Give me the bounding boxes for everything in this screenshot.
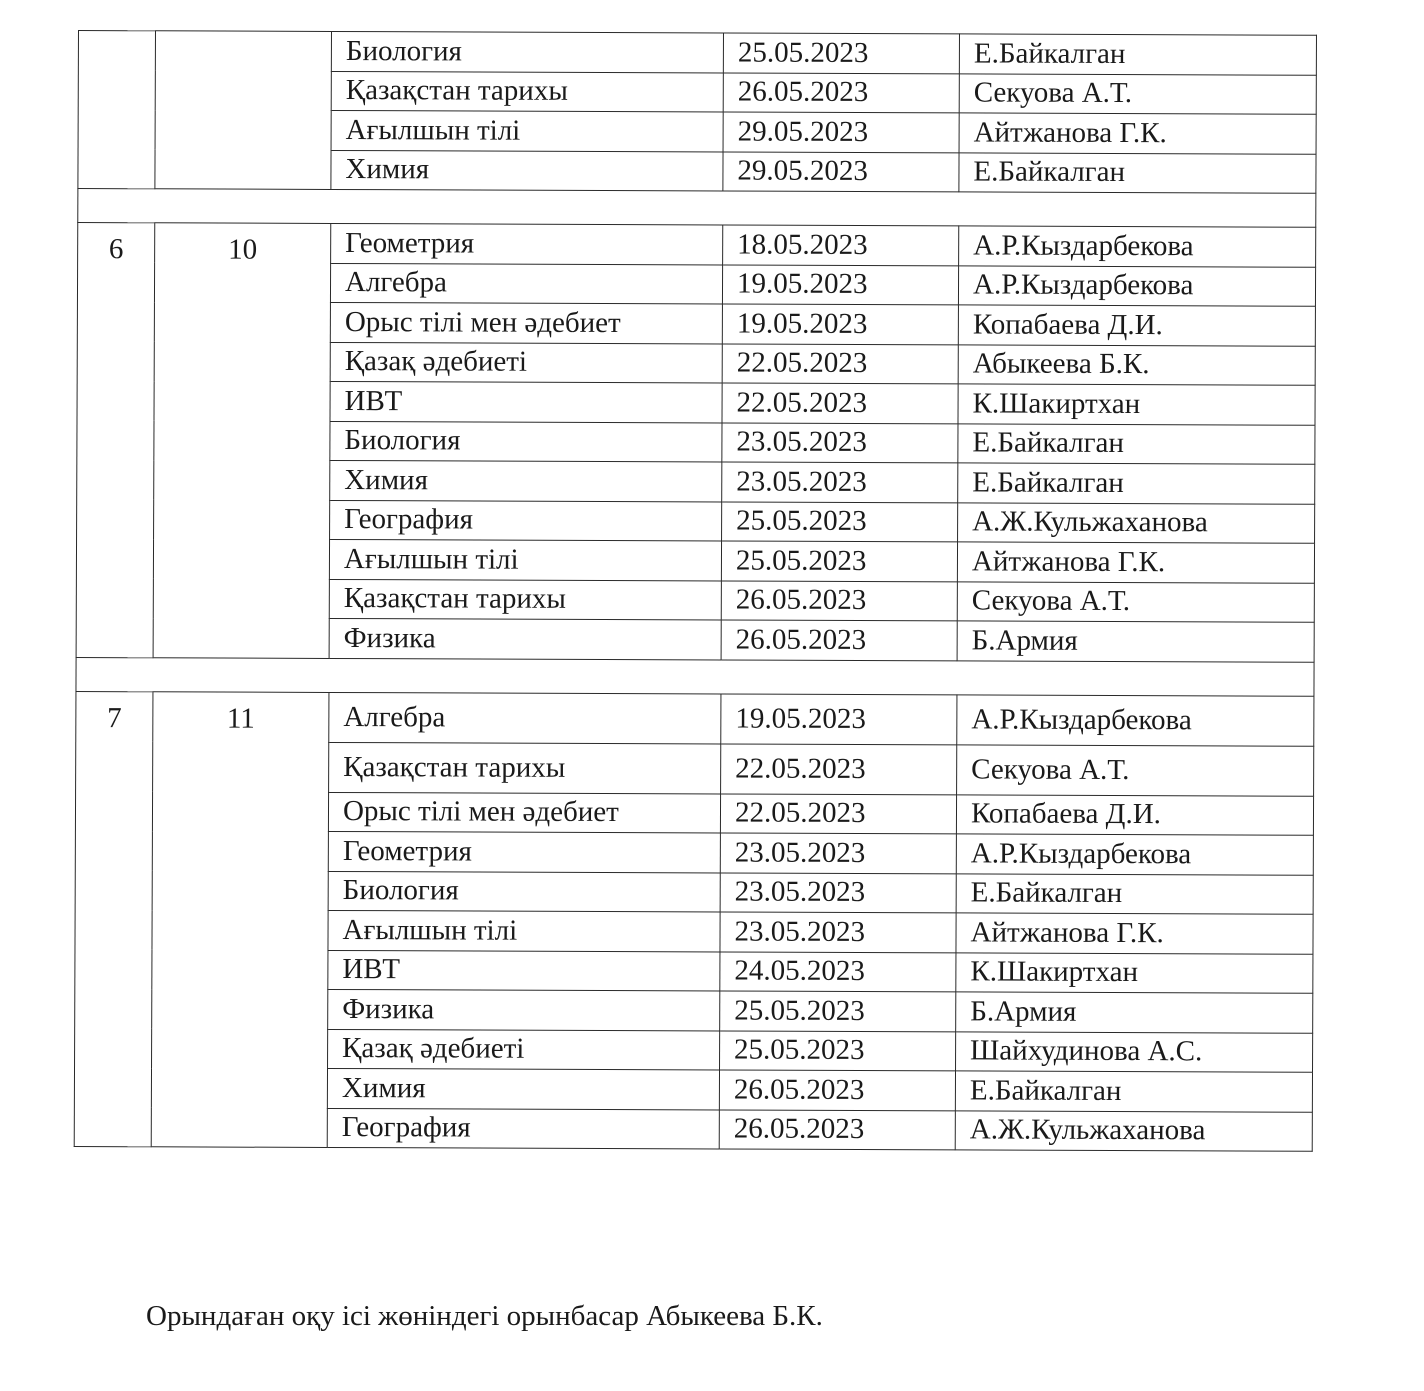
- date-cell: 23.05.2023: [722, 462, 958, 502]
- teacher-cell: Копабаева Д.И.: [958, 305, 1315, 346]
- grade-cell: 11: [151, 691, 329, 1147]
- row-number-cell: [78, 31, 156, 189]
- subject-cell: Химия: [327, 1068, 719, 1109]
- subject-cell: Биология: [330, 421, 722, 462]
- date-cell: 25.05.2023: [723, 33, 959, 73]
- subject-cell: Ағылшын тілі: [331, 110, 723, 151]
- teacher-cell: Шайхудинова А.С.: [956, 1031, 1313, 1072]
- teacher-cell: Копабаева Д.И.: [956, 794, 1313, 835]
- subject-cell: Алгебра: [330, 263, 722, 304]
- date-cell: 26.05.2023: [719, 1109, 955, 1149]
- date-cell: 19.05.2023: [722, 264, 958, 304]
- exam-schedule-body: [74, 31, 1316, 1152]
- group-separator-cell: [78, 189, 1316, 228]
- subject-cell: ИВТ: [328, 950, 720, 991]
- subject-cell: Алгебра: [329, 692, 721, 744]
- signature-line: Орындаған оқу ісі жөніндегі орынбасар Абыкеева Б.К.: [146, 1300, 823, 1332]
- subject-cell: Қазақ әдебиеті: [330, 342, 722, 383]
- table-row: [76, 691, 1314, 746]
- subject-cell: Химия: [330, 460, 722, 501]
- teacher-cell: Б.Армия: [956, 992, 1313, 1033]
- teacher-cell: Е.Байкалган: [958, 423, 1315, 464]
- teacher-cell: Секуова А.Т.: [957, 581, 1314, 622]
- date-cell: 25.05.2023: [720, 991, 956, 1031]
- subject-cell: Қазақстан тарихы: [329, 742, 721, 794]
- date-cell: 29.05.2023: [723, 151, 959, 191]
- teacher-cell: Абыкеева Б.К.: [958, 344, 1315, 385]
- date-cell: 25.05.2023: [722, 501, 958, 541]
- teacher-cell: А.Р.Кыздарбекова: [959, 226, 1316, 267]
- group-separator-row: [78, 189, 1316, 228]
- date-cell: 19.05.2023: [722, 304, 958, 344]
- teacher-cell: Айтжанова Г.К.: [959, 113, 1316, 154]
- date-cell: 23.05.2023: [720, 833, 956, 873]
- teacher-cell: А.Р.Кыздарбекова: [957, 694, 1314, 745]
- subject-cell: Ағылшын тілі: [328, 910, 720, 951]
- date-cell: 29.05.2023: [723, 112, 959, 152]
- grade-cell: 10: [153, 223, 331, 658]
- grade-cell: [155, 31, 332, 190]
- date-cell: 19.05.2023: [721, 693, 957, 744]
- date-cell: 26.05.2023: [719, 1070, 955, 1110]
- subject-cell: Геометрия: [328, 831, 720, 872]
- teacher-cell: Е.Байкалган: [955, 1071, 1312, 1112]
- subject-cell: Қазақстан тарихы: [331, 71, 723, 112]
- teacher-cell: К.Шакиртхан: [956, 952, 1313, 993]
- subject-cell: Химия: [331, 150, 723, 191]
- teacher-cell: Е.Байкалган: [959, 34, 1316, 75]
- group-separator-cell: [76, 657, 1314, 696]
- row-number-cell: 6: [76, 223, 155, 658]
- teacher-cell: А.Р.Кыздарбекова: [958, 265, 1315, 306]
- date-cell: 23.05.2023: [720, 872, 956, 912]
- teacher-cell: А.Ж.Кульжаханова: [955, 1110, 1312, 1151]
- subject-cell: Ағылшын тілі: [329, 539, 721, 580]
- teacher-cell: А.Ж.Кульжаханова: [958, 502, 1315, 543]
- date-cell: 22.05.2023: [722, 343, 958, 383]
- date-cell: 26.05.2023: [721, 620, 957, 660]
- subject-cell: Орыс тілі мен әдебиет: [330, 302, 722, 343]
- date-cell: 25.05.2023: [720, 1030, 956, 1070]
- teacher-cell: Секуова А.Т.: [959, 73, 1316, 114]
- teacher-cell: Секуова А.Т.: [957, 744, 1314, 795]
- teacher-cell: Е.Байкалган: [958, 463, 1315, 504]
- table-row: [78, 31, 1316, 75]
- teacher-cell: А.Р.Кыздарбекова: [956, 834, 1313, 875]
- subject-cell: Биология: [331, 31, 723, 72]
- date-cell: 22.05.2023: [720, 793, 956, 833]
- date-cell: 23.05.2023: [722, 422, 958, 462]
- teacher-cell: Е.Байкалган: [956, 873, 1313, 914]
- teacher-cell: Айтжанова Г.К.: [957, 542, 1314, 583]
- subject-cell: Қазақстан тарихы: [329, 579, 721, 620]
- date-cell: 26.05.2023: [723, 72, 959, 112]
- date-cell: 25.05.2023: [721, 541, 957, 581]
- subject-cell: Физика: [328, 989, 720, 1030]
- subject-cell: Қазақ әдебиеті: [328, 1029, 720, 1070]
- subject-cell: Физика: [329, 618, 721, 659]
- date-cell: 18.05.2023: [723, 225, 959, 265]
- group-separator-row: [76, 657, 1314, 696]
- date-cell: 24.05.2023: [720, 951, 956, 991]
- date-cell: 22.05.2023: [722, 383, 958, 423]
- teacher-cell: Е.Байкалган: [959, 152, 1316, 193]
- subject-cell: Геометрия: [331, 223, 723, 264]
- teacher-cell: К.Шакиртхан: [958, 384, 1315, 425]
- subject-cell: ИВТ: [330, 381, 722, 422]
- date-cell: 26.05.2023: [721, 580, 957, 620]
- teacher-cell: Б.Армия: [957, 621, 1314, 662]
- teacher-cell: Айтжанова Г.К.: [956, 913, 1313, 954]
- date-cell: 22.05.2023: [721, 743, 957, 794]
- subject-cell: Биология: [328, 871, 720, 912]
- row-number-cell: 7: [74, 691, 153, 1147]
- subject-cell: География: [327, 1108, 719, 1149]
- subject-cell: География: [330, 500, 722, 541]
- subject-cell: Орыс тілі мен әдебиет: [328, 792, 720, 833]
- table-row: [78, 223, 1316, 267]
- exam-schedule-table: [74, 30, 1317, 1152]
- date-cell: 23.05.2023: [720, 912, 956, 952]
